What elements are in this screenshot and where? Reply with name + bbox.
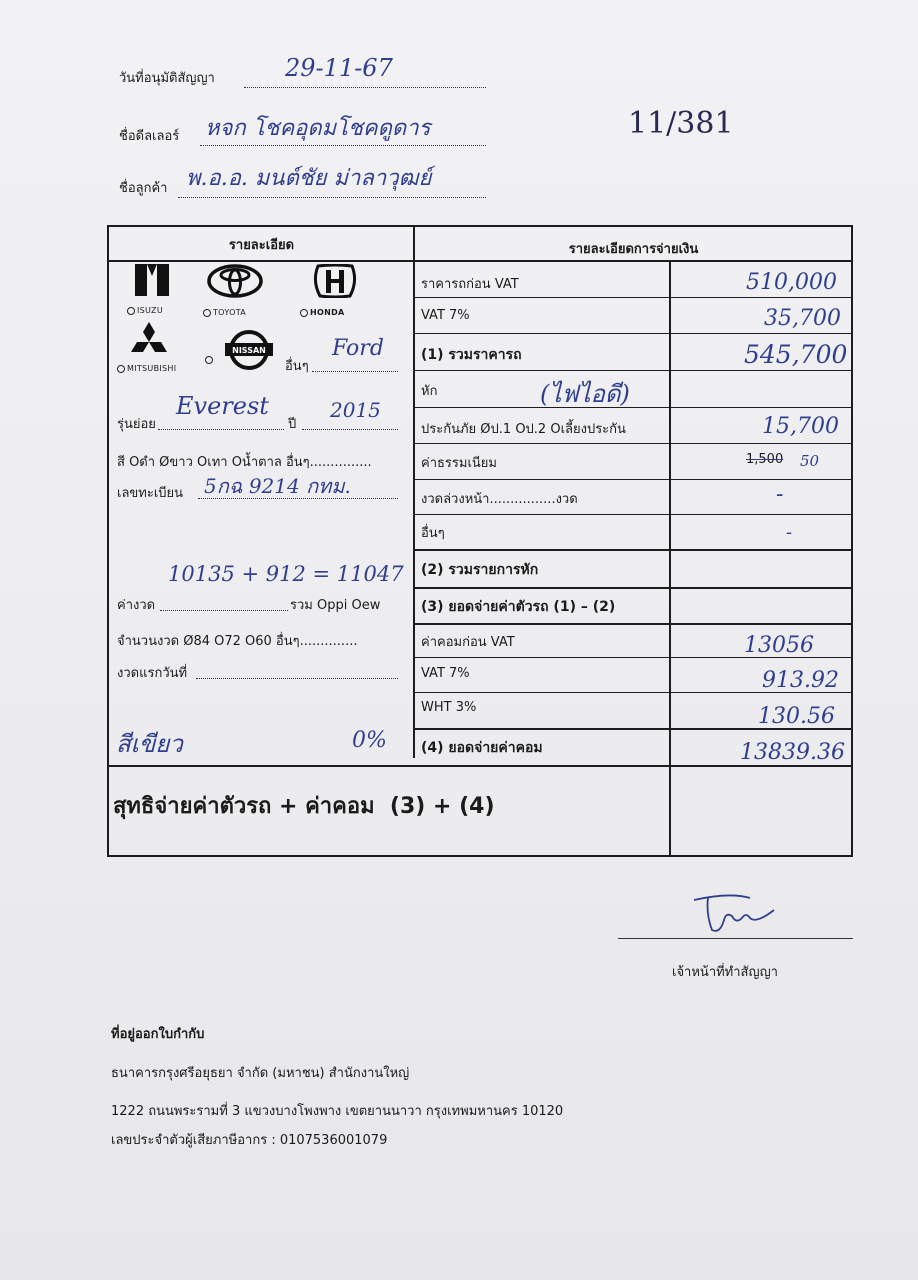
model-label: รุ่นย่อย <box>117 417 156 432</box>
dealer-value: หจก โชคอุดมโชคดูดาร <box>205 116 431 141</box>
other-brand-label: อื่นๆ <box>285 359 309 374</box>
brand-toyota[interactable] <box>203 264 267 321</box>
percent-note: 0% <box>352 728 387 753</box>
vat-label: VAT 7% <box>421 308 470 323</box>
isuzu-name: ISUZU <box>137 306 163 315</box>
insurance-label: ประกันภัย Øป.1 Oป.2 Oเลี้ยงประกัน <box>421 422 626 437</box>
mitsubishi-radio[interactable] <box>117 365 125 373</box>
wht-value: 130.56 <box>758 704 835 729</box>
table-header-rule <box>108 260 852 262</box>
row-rule <box>414 514 852 515</box>
rate-note: สีเขียว <box>116 730 183 758</box>
reference-number: 11/381 <box>628 106 734 141</box>
brand-mitsubishi[interactable] <box>117 322 181 377</box>
model-value: Everest <box>176 392 269 420</box>
first-due-label: งวดแรกวันที่ <box>117 666 188 681</box>
row-rule <box>414 370 852 371</box>
row-rule <box>414 587 852 589</box>
installment-label: ค่างวด <box>117 598 156 613</box>
total-car-price-label: (1) รวมราคารถ <box>421 347 522 363</box>
customer-value: พ.อ.อ. มนต์ชัย ม่าลาวุฒย์ <box>186 166 432 191</box>
price-before-vat-label: ราคารถก่อน VAT <box>421 277 519 292</box>
commission-before-vat-label: ค่าคอมก่อน VAT <box>421 635 515 650</box>
total-deduction-label: (2) รวมรายการหัก <box>421 562 539 578</box>
column-divider <box>413 226 415 758</box>
honda-logo-icon <box>300 264 370 298</box>
mitsubishi-logo-icon <box>117 322 181 354</box>
toyota-name: TOYOTA <box>213 308 247 317</box>
fee-note: 50 <box>800 452 820 470</box>
fee-label: ค่าธรรมเนียม <box>421 456 497 471</box>
brand-isuzu[interactable] <box>127 262 177 319</box>
term-options[interactable]: จำนวนงวด Ø84 O72 O60 อื่นๆ.............. <box>117 634 358 649</box>
other-deduction-label: อื่นๆ <box>421 526 445 541</box>
year-label: ปี <box>288 417 297 432</box>
row-rule <box>414 333 852 334</box>
row-rule <box>414 407 852 408</box>
insurance-value: 15,700 <box>762 414 839 439</box>
commission-payment-value: 13839.36 <box>740 740 845 765</box>
invoice-address-line1: ธนาคารกรุงศรีอยุธยา จำกัด (มหาชน) สำนักงานใหญ่ <box>111 1066 410 1081</box>
toyota-logo-icon <box>203 264 267 298</box>
commission-vat-value: 913.92 <box>762 668 839 693</box>
nissan-wordmark: NISSAN <box>232 346 266 355</box>
year-value: 2015 <box>330 398 381 422</box>
customer-label: ชื่อลูกค้า <box>119 181 168 196</box>
honda-radio[interactable] <box>300 309 308 317</box>
installment-note: 10135 + 912 = 11047 <box>168 562 404 586</box>
toyota-radio[interactable] <box>203 309 211 317</box>
honda-name: HONDA <box>310 308 345 317</box>
fee-value: 1,500 <box>746 452 784 467</box>
dealer-label: ชื่อดีลเลอร์ <box>119 129 180 144</box>
color-options[interactable]: สี Oดำ Øขาว Oเทา Oน้ำตาล อื่นๆ............... <box>117 455 372 470</box>
plate-label: เลขทะเบียน <box>117 486 184 501</box>
advance-installment-value: - <box>776 482 784 507</box>
approval-date-label: วันที่อนุมัติสัญญา <box>119 71 215 86</box>
approval-date-value: 29-11-67 <box>285 54 393 82</box>
price-before-vat-value: 510,000 <box>746 270 837 295</box>
first-due-line <box>196 677 398 679</box>
net-total-label: สุทธิจ่ายค่าตัวรถ + ค่าคอม (3) + (4) <box>113 794 495 819</box>
net-total-rule <box>108 765 852 767</box>
brand-honda[interactable] <box>300 264 370 321</box>
year-line <box>302 428 398 430</box>
signature-title: เจ้าหน้าที่ทำสัญญา <box>672 965 778 980</box>
deduct-label: หัก <box>421 384 438 399</box>
isuzu-logo-icon <box>127 262 177 298</box>
signature-line <box>618 938 853 939</box>
commission-vat-label: VAT 7% <box>421 666 470 681</box>
other-brand-value: Ford <box>332 336 384 361</box>
nissan-radio[interactable] <box>205 356 213 364</box>
car-payment-label: (3) ยอดจ่ายค่าตัวรถ (1) – (2) <box>421 599 616 615</box>
invoice-address-line2: 1222 ถนนพระรามที่ 3 แขวงบางโพงพาง เขตยานนาวา กรุงเทพมหานคร 10120 <box>111 1104 564 1119</box>
mitsubishi-name: MITSUBISHI <box>127 364 177 373</box>
approval-date-line <box>244 86 486 88</box>
advance-installment-label: งวดล่วงหน้า................งวด <box>421 492 578 507</box>
row-rule <box>414 297 852 298</box>
vat-value: 35,700 <box>764 306 841 331</box>
customer-line <box>178 196 486 198</box>
signature <box>690 890 780 942</box>
wht-label: WHT 3% <box>421 700 477 715</box>
plate-value: 5กฉ 9214 กทม. <box>204 474 351 498</box>
isuzu-radio[interactable] <box>127 307 135 315</box>
commission-before-vat-value: 13056 <box>744 633 814 658</box>
deduct-note: (ไฟไอดี) <box>540 380 630 408</box>
invoice-address-heading: ที่อยู่ออกใบกำกับ <box>111 1027 205 1042</box>
tax-id-line: เลขประจำตัวผู้เสียภาษีอากร : 0107536001079 <box>111 1133 388 1148</box>
details-heading: รายละเอียด <box>228 238 295 253</box>
other-brand-line <box>312 370 398 372</box>
installment-line <box>160 609 288 611</box>
total-car-price-value: 545,700 <box>744 340 848 369</box>
signature-scribble-icon <box>690 890 780 938</box>
model-line <box>158 428 284 430</box>
row-rule <box>414 623 852 625</box>
row-rule <box>414 479 852 480</box>
installment-suffix[interactable]: รวม Oppi Oew <box>290 598 381 613</box>
row-rule <box>414 549 852 551</box>
commission-payment-label: (4) ยอดจ่ายค่าคอม <box>421 740 543 756</box>
nissan-logo-icon <box>221 328 291 372</box>
payment-heading: รายละเอียดการจ่ายเงิน <box>568 242 699 257</box>
other-deduction-value: - <box>786 522 793 543</box>
row-rule <box>414 443 852 444</box>
